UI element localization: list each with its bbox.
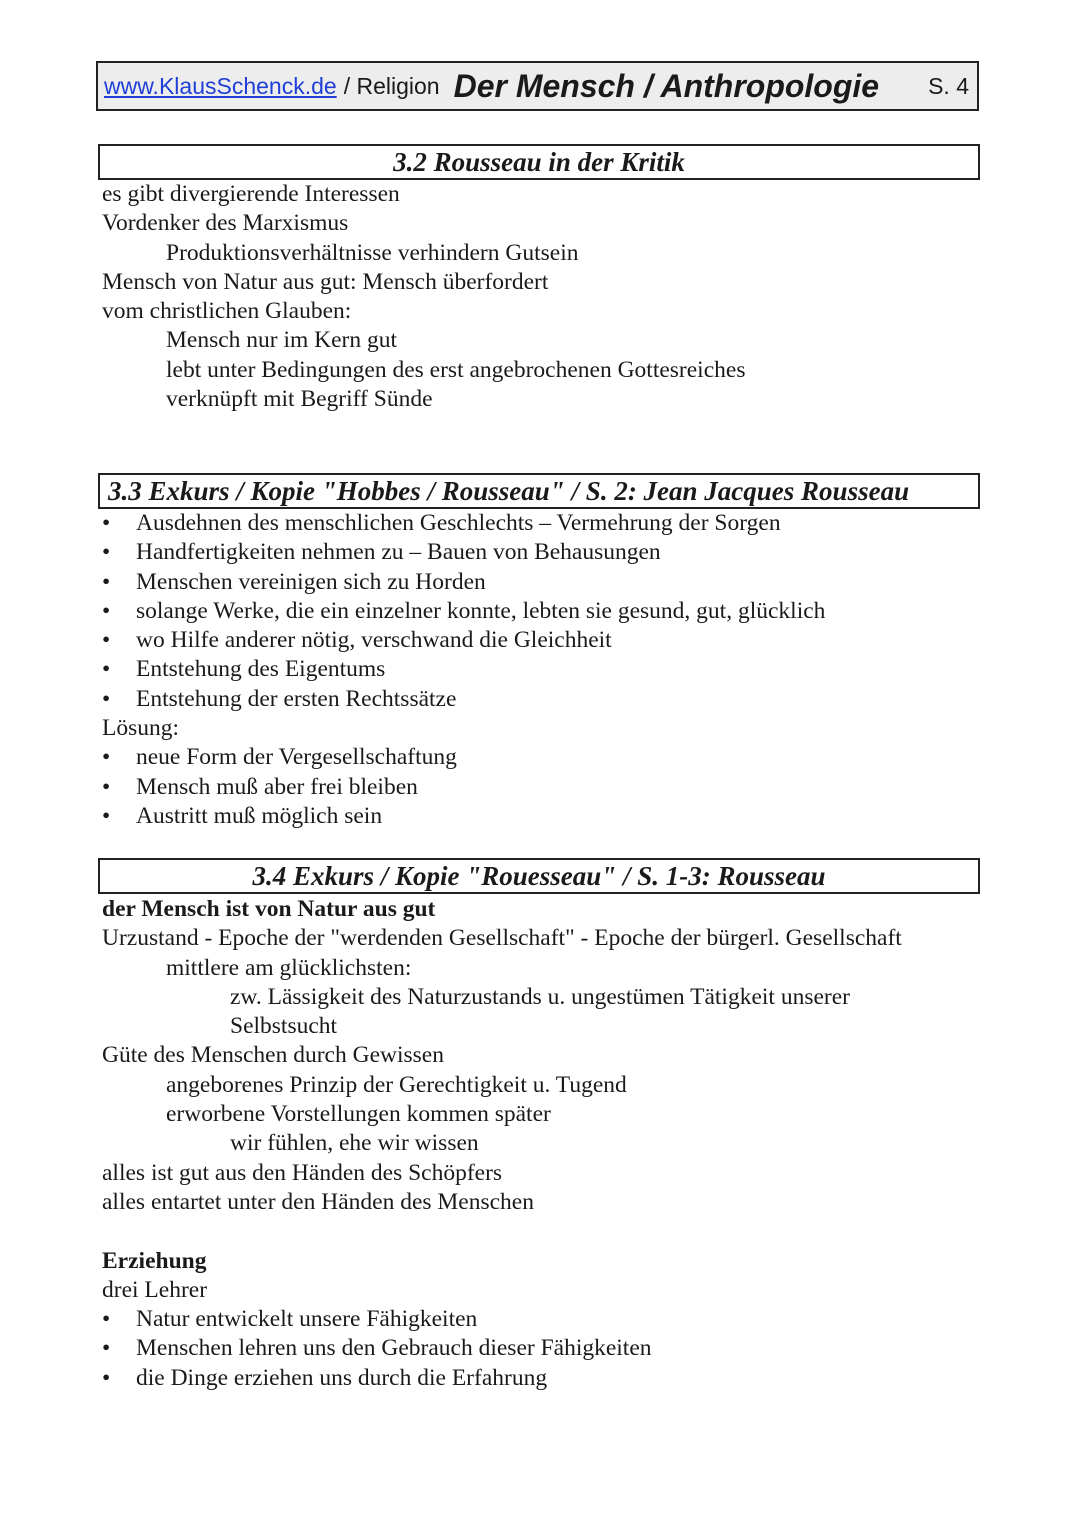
text-line: es gibt divergierende Interessen [102, 181, 400, 207]
bullet-icon: • [102, 744, 111, 771]
text-line: wir fühlen, ehe wir wissen [230, 1130, 479, 1157]
bullet-item: • Natur entwickelt unsere Fähigkeiten [102, 1305, 1002, 1334]
bullet-icon: • [102, 802, 111, 829]
solution-label: Lösung: [102, 715, 180, 742]
section-heading-3-2: 3.2 Rousseau in der Kritik [98, 144, 980, 180]
text-line: drei Lehrer [102, 1276, 208, 1303]
section-3-2-body [102, 180, 1002, 414]
bullet-icon: • [102, 1335, 111, 1362]
text-line: Selbstsucht [230, 1013, 338, 1040]
text-line: lebt unter Bedingungen des erst angebrochenen Gottesreiches [166, 356, 746, 383]
text-line: Mensch nur im Kern gut [166, 327, 398, 354]
bullet-icon: • [102, 773, 111, 800]
website-link[interactable]: www.KlausSchenck.de [104, 72, 337, 99]
page-number: S. 4 [928, 72, 969, 99]
text-line: Produktionsverhältnisse verhindern Gutsein [166, 239, 579, 266]
bullet-item: • Entstehung des Eigentums [102, 655, 1002, 684]
bullet-item: • Handfertigkeiten nehmen zu – Bauen von Behausungen [102, 538, 1002, 567]
bullet-item: • Menschen vereinigen sich zu Horden [102, 568, 1002, 597]
text-line: der Mensch ist von Natur aus gut [102, 896, 436, 922]
bullet-icon: • [102, 1306, 111, 1333]
text-line: mittlere am glücklichsten: [166, 954, 412, 981]
text-line: Vordenker des Marxismus [102, 210, 349, 237]
bullet-icon: • [102, 510, 111, 536]
bullet-item: • Austritt muß möglich sein [102, 802, 1002, 831]
bullet-icon: • [102, 1364, 111, 1391]
bullet-icon: • [102, 539, 111, 566]
bullet-icon: • [102, 627, 111, 654]
section-3-4-body [102, 895, 1002, 1393]
text-line: zw. Lässigkeit des Naturzustands u. ungestümen Tätigkeit unserer [230, 983, 850, 1010]
bullet-item: • Menschen lehren uns den Gebrauch dieser Fähigkeiten [102, 1334, 1002, 1363]
spacer [102, 1217, 1002, 1246]
bullet-item: • Ausdehnen des menschlichen Geschlechts – Vermehrung der Sorgen [102, 509, 1002, 538]
bullet-item: • Entstehung der ersten Rechtssätze [102, 685, 1002, 714]
bullet-item: • die Dinge erziehen uns durch die Erfahrung [102, 1364, 1002, 1393]
bullet-item: • solange Werke, die ein einzelner konnte, lebten sie gesund, gut, glücklich [102, 597, 1002, 626]
bullet-icon: • [102, 568, 111, 595]
section-heading-3-4: 3.4 Exkurs / Kopie "Rouesseau" / S. 1-3: Rousseau [98, 858, 980, 894]
text-line: alles ist gut aus den Händen des Schöpfers [102, 1159, 503, 1186]
bullet-item: • wo Hilfe anderer nötig, verschwand die Gleichheit [102, 626, 1002, 655]
document-title: Der Mensch / Anthropologie [453, 67, 880, 104]
bullet-item: • neue Form der Vergesellschaftung [102, 743, 1002, 772]
bullet-item: • Mensch muß aber frei bleiben [102, 773, 1002, 802]
subject-label: / Religion [343, 72, 440, 99]
text-line: Urzustand - Epoche der "werdenden Gesellschaft" - Epoche der bürgerl. Gesellschaft [102, 925, 902, 952]
text-line: Mensch von Natur aus gut: Mensch überfordert [102, 268, 549, 295]
text-line: alles entartet unter den Händen des Menschen [102, 1188, 534, 1215]
bullet-icon: • [102, 597, 111, 624]
bullet-icon: • [102, 656, 111, 683]
section-3-3-body [102, 509, 1002, 831]
page-header [96, 61, 979, 111]
text-line: erworbene Vorstellungen kommen später [166, 1101, 551, 1128]
text-line: vom christlichen Glauben: [102, 298, 352, 325]
text-line: angeborenes Prinzip der Gerechtigkeit u. Tugend [166, 1071, 627, 1098]
bullet-icon: • [102, 685, 111, 712]
text-line: Güte des Menschen durch Gewissen [102, 1042, 444, 1069]
section-heading-3-3: 3.3 Exkurs / Kopie "Hobbes / Rousseau" / S. 2: Jean Jacques Rousseau [98, 473, 980, 509]
text-line: verknüpft mit Begriff Sünde [166, 386, 433, 413]
erziehung-heading: Erziehung [102, 1247, 207, 1274]
